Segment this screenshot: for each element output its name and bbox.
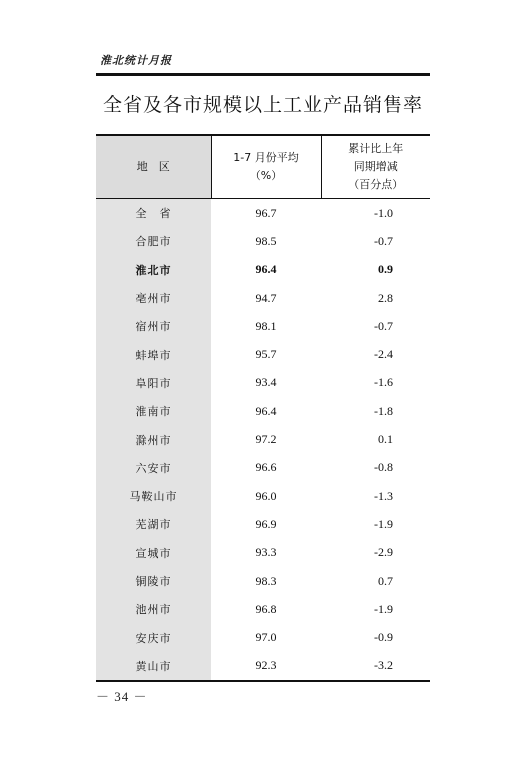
header-change-line1: 累计比上年 bbox=[348, 142, 404, 155]
region-cell: 阜阳市 bbox=[96, 369, 211, 397]
average-cell: 94.7 bbox=[255, 290, 277, 305]
table-row bbox=[96, 340, 430, 368]
change-cell: -1.9 bbox=[374, 516, 393, 531]
average-cell: 93.3 bbox=[255, 545, 277, 560]
region-cell: 六安市 bbox=[96, 454, 211, 482]
change-cell: -1.8 bbox=[374, 403, 393, 418]
table-row bbox=[96, 369, 430, 397]
average-cell: 96.0 bbox=[255, 488, 277, 503]
table-row bbox=[96, 425, 430, 453]
average-cell: 95.7 bbox=[255, 347, 277, 362]
change-cell: -0.8 bbox=[374, 460, 393, 475]
table-row bbox=[96, 397, 430, 425]
change-cell: -0.9 bbox=[374, 630, 393, 645]
region-cell: 池州市 bbox=[96, 595, 211, 623]
change-cell: -0.7 bbox=[374, 233, 393, 248]
average-cell: 98.5 bbox=[255, 233, 277, 248]
region-cell: 安庆市 bbox=[96, 623, 211, 651]
region-cell: 马鞍山市 bbox=[96, 482, 211, 510]
average-cell: 98.3 bbox=[255, 573, 277, 588]
header-average-line1: 1-7 月份平均 bbox=[233, 151, 299, 164]
header-change-line2: 同期增减 bbox=[353, 160, 398, 173]
average-cell: 96.7 bbox=[255, 205, 277, 220]
region-cell: 淮南市 bbox=[96, 397, 211, 425]
header-region-label: 地 区 bbox=[136, 160, 170, 173]
region-cell: 合肥市 bbox=[96, 227, 211, 255]
page-title: 全省及各市规模以上工业产品销售率 bbox=[102, 94, 423, 116]
change-cell: 0.1 bbox=[378, 432, 393, 447]
change-cell: -2.9 bbox=[374, 545, 393, 560]
average-cell: 98.1 bbox=[255, 318, 277, 333]
average-cell: 96.6 bbox=[255, 460, 277, 475]
average-cell: 96.8 bbox=[255, 601, 277, 616]
average-cell: 97.0 bbox=[255, 630, 277, 645]
region-cell: 亳州市 bbox=[96, 284, 211, 312]
change-cell: -1.6 bbox=[374, 375, 393, 390]
table-row bbox=[96, 482, 430, 510]
average-cell: 96.4 bbox=[255, 262, 277, 277]
change-cell: -1.3 bbox=[374, 488, 393, 503]
running-header: 淮北统计月报 bbox=[100, 54, 172, 67]
region-cell: 淮北市 bbox=[96, 256, 211, 284]
average-cell: 96.4 bbox=[255, 403, 277, 418]
change-cell: -2.4 bbox=[374, 347, 393, 362]
table-row bbox=[96, 510, 430, 538]
region-cell: 芜湖市 bbox=[96, 510, 211, 538]
table-row bbox=[96, 256, 430, 284]
header-change bbox=[321, 135, 430, 199]
table-body bbox=[96, 199, 430, 682]
table-row bbox=[96, 652, 430, 681]
region-cell: 蚌埠市 bbox=[96, 340, 211, 368]
change-cell: 2.8 bbox=[378, 290, 393, 305]
header-average-line2: （%） bbox=[249, 169, 283, 182]
table-row bbox=[96, 539, 430, 567]
header-region bbox=[96, 135, 211, 199]
table-row bbox=[96, 284, 430, 312]
average-cell: 93.4 bbox=[255, 375, 277, 390]
region-cell: 滁州市 bbox=[96, 425, 211, 453]
change-cell: -3.2 bbox=[321, 652, 430, 681]
region-cell: 全 省 bbox=[96, 199, 211, 228]
page-number: － 34 － bbox=[96, 689, 148, 704]
region-cell: 宿州市 bbox=[96, 312, 211, 340]
average-cell: 92.3 bbox=[211, 652, 321, 681]
table-row bbox=[96, 623, 430, 651]
header-average bbox=[211, 135, 321, 199]
region-cell: 宣城市 bbox=[96, 539, 211, 567]
average-cell: 97.2 bbox=[255, 432, 277, 447]
change-cell: -1.9 bbox=[374, 601, 393, 616]
table-row bbox=[96, 454, 430, 482]
header-change-line3: （百分点） bbox=[348, 178, 404, 191]
change-cell: -0.7 bbox=[374, 318, 393, 333]
change-cell: 0.9 bbox=[378, 262, 393, 277]
region-cell: 铜陵市 bbox=[96, 567, 211, 595]
table-row bbox=[96, 227, 430, 255]
table-row bbox=[96, 199, 430, 228]
table-header-row bbox=[96, 135, 430, 199]
change-cell: 0.7 bbox=[378, 573, 393, 588]
region-cell: 黄山市 bbox=[96, 652, 211, 681]
change-cell: -1.0 bbox=[374, 205, 393, 220]
sales-rate-table-container bbox=[96, 134, 430, 682]
average-cell: 96.9 bbox=[255, 516, 277, 531]
header-rule bbox=[96, 73, 430, 76]
table-row bbox=[96, 595, 430, 623]
table-row bbox=[96, 567, 430, 595]
table-row bbox=[96, 312, 430, 340]
sales-rate-table bbox=[96, 134, 430, 682]
